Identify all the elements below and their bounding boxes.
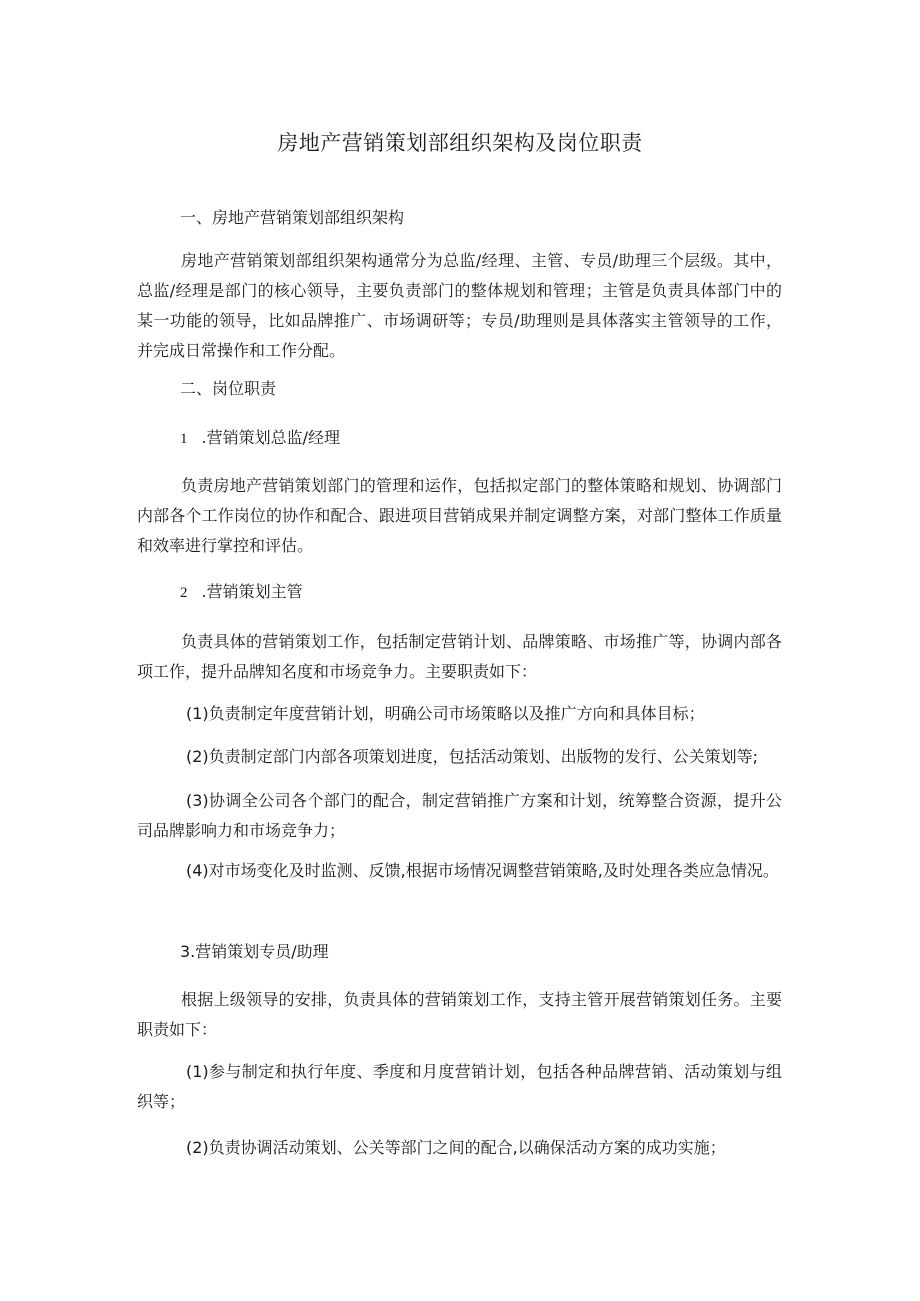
item-1-number: 1 [180,431,188,447]
item-2-duty-4: (4)对市场变化及时监测、反馈,根据市场情况调整营销策略,及时处理各类应急情况。 [186,861,779,880]
item-3-duty-1: (1)参与制定和执行年度、季度和月度营销计划，包括各种品牌营销、活动策划与组织等； [137,1062,782,1111]
document-title: 房地产营销策划部组织架构及岗位职责 [277,131,643,155]
item-2-heading [180,577,303,608]
section-2-heading: 二、岗位职责 [180,379,277,398]
item-2-title: .营销策划主管 [201,582,303,601]
section-1-paragraph: 房地产营销策划部组织架构通常分为总监/经理、主管、专员/助理三个层级。其中，总监/经理是部门的核心领导，主要负责部门的整体规划和管理；主管是负责具体部门中的某一功能的领导，比如品牌推广、市场调研等；专员/助理则是具体落实主管领导的工作，并完成日常操作和工作分配。 [137,251,782,360]
item-3-paragraph: 根据上级领导的安排，负责具体的营销策划工作，支持主管开展营销策划任务。主要职责如下： [137,990,782,1039]
item-2-number: 2 [180,585,188,601]
item-2-duty-3: (3)协调全公司各个部门的配合，制定营销推广方案和计划，统筹整合资源，提升公司品牌影响力和市场竞争力； [137,791,782,840]
item-1-paragraph: 负责房地产营销策划部门的管理和运作，包括拟定部门的整体策略和规划、协调部门内部各个工作岗位的协作和配合、跟进项目营销成果并制定调整方案，对部门整体工作质量和效率进行掌控和评估。 [137,476,782,555]
item-1-heading [180,423,340,454]
item-2-duty-1: (1)负责制定年度营销计划，明确公司市场策略以及推广方向和具体目标； [186,704,705,723]
section-1-heading: 一、房地产营销策划部组织架构 [180,208,405,227]
item-1-title: .营销策划总监/经理 [201,428,340,447]
item-3-heading: 3.营销策划专员/助理 [180,942,329,961]
item-3-duty-2: (2)负责协调活动策划、公关等部门之间的配合,以确保活动方案的成功实施； [186,1138,726,1157]
item-2-duty-2: (2)负责制定部门内部各项策划进度，包括活动策划、出版物的发行、公关策划等; [186,747,759,766]
item-2-paragraph: 负责具体的营销策划工作，包括制定营销计划、品牌策略、市场推广等，协调内部各项工作，提升品牌知名度和市场竞争力。主要职责如下： [137,632,782,681]
